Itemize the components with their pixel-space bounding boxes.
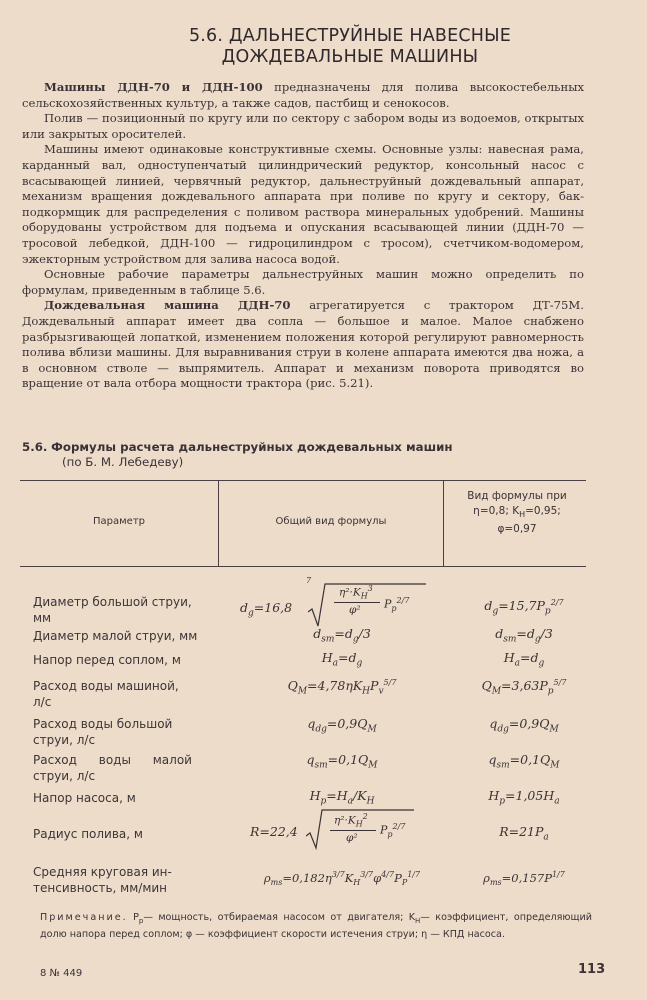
general-formula: $q_{sm}=0,1Q_M$	[306, 752, 378, 771]
specific-formula: $\rho_{ms}=0,157P^{1/7}$	[483, 870, 565, 888]
specific-formula: $d_g=15,7P_p^{2/7}$	[484, 598, 564, 617]
section-heading-line1: 5.6. ДАЛЬНЕСТРУЙНЫЕ НАВЕСНЫЕ	[188, 26, 512, 46]
specific-formula: $q_{dg}=0,9Q_M$	[489, 716, 559, 735]
table-number: 5.6.	[22, 440, 48, 454]
general-formula: $H_p=H_a/K_H$	[309, 788, 375, 807]
fraction-line	[330, 830, 376, 831]
param-name: Расход воды большой струи, л/с	[33, 717, 173, 747]
param-name: Радиус полива, м	[33, 827, 143, 841]
specific-formula: $d_{sm}=d_g/3$	[495, 626, 553, 645]
table-header-rule	[20, 566, 586, 567]
specific-formula: $R=21P_a$	[499, 824, 549, 843]
table-note: Примечание. $P_p—$ мощность, отбираемая насосом от двигателя; $K_H—$ коэффициент, определяющий долю напора перед соплом; φ — коэффициент скорости истечения струи; η — КПД насоса.	[40, 912, 592, 940]
header-specific-formula: Вид формулы при η=0,8; $K_H=0,95$; φ=0,97	[467, 490, 567, 536]
specific-formula: $q_{sm}=0,1Q_M$	[488, 752, 560, 771]
table-subtitle: (по Б. М. Лебедеву)	[62, 455, 184, 469]
param-name: Напор насоса, м	[33, 791, 136, 805]
paragraph: Полив — позиционный по кругу или по сектору с забором воды из водоемов, открытых или закрытых оросителей.	[22, 111, 584, 141]
param-name: Расход воды малой струи, л/с	[33, 753, 192, 783]
paragraph: Основные рабочие параметры дальнеструйных машин можно определить по формулам, приведенным в таблице 5.6.	[22, 267, 584, 297]
general-formula: $Q_M=4,78\eta K_HP_v^{5/7}$	[287, 678, 397, 697]
table-title: Формулы расчета дальнеструйных дождевальных машин	[51, 440, 453, 454]
table-caption	[22, 440, 582, 470]
general-formula: $H_a=d_g$	[321, 650, 363, 669]
param-name: Напор перед соплом, м	[33, 653, 181, 667]
table-top-rule	[20, 480, 586, 481]
page-number: 113	[578, 962, 606, 977]
param-name: Диаметр малой струи, мм	[33, 629, 198, 643]
param-name: Диаметр большой струи, мм	[33, 595, 192, 625]
fraction-line	[334, 602, 380, 603]
paragraph: Машины ДДН-70 и ДДН-100 предназначены для полива высокостебельных сельскохозяйственных культур, а также садов, пастбищ и сенокосов.	[22, 80, 584, 110]
section-heading-line2: ДОЖДЕВАЛЬНЫЕ МАШИНЫ	[221, 47, 479, 67]
printer-signature: 8 № 449	[40, 968, 83, 979]
paragraph: Дождевальная машина ДДН-70 агрегатируется с трактором ДТ-75М. Дождевальный аппарат имеет два сопла — большое и малое. Малое снабжено разбрызгивающей лопаткой, изменением положения которой регулируют равномерность полива вблизи машины. Для выравнивания струи в колене аппарата имеются два ножа, а в основном стволе — выпрямитель. Аппарат и механизм поворота приводятся во вращение от вала отбора мощности трактора (рис. 5.21).	[22, 298, 584, 391]
general-formula: $q_{dg}=0,9Q_M$	[307, 716, 377, 735]
section-heading	[150, 26, 550, 68]
general-formula: R=22,4 $\eta^2\cdot K_H^2$ φ² $P_p^{2/7}$	[226, 812, 458, 854]
general-formula: $d_g=16,8$ 7 $\eta^2\cdot K_H^3$ φ² $P_p^{2/7}$	[226, 588, 458, 628]
param-name: Средняя круговая ин- тенсивность, мм/мин	[33, 865, 172, 895]
paragraph: Машины имеют одинаковые конструктивные схемы. Основные узлы: навесная рама, карданный вал, одноступенчатый цилиндрический редуктор, консольный насос с всасывающей линией, червячный редуктор, дальнеструйный дождевальный аппарат, механизм вращения дождевального аппарата при поливе по кругу и сектору, бак-подкормщик для распределения с поливом раствора минеральных удобрений. Машины оборудованы устройством для подъема и опускания всасывающей линии (ДДН-70 — тросовой лебедкой, ДДН-100 — гидроцилиндром с тросом), счетчиком-водомером, эжекторным устройством для залива насоса водой.	[22, 142, 584, 266]
specific-formula: $H_p=1,05H_a$	[488, 788, 560, 807]
param-name: Расход воды машиной, л/с	[33, 679, 179, 709]
general-formula: $d_{sm}=d_g/3$	[313, 626, 371, 645]
header-parameter: Параметр	[93, 516, 145, 527]
general-formula: $\rho_{ms}=0,182\eta^{3/7}K_H^{3/7}\varphi^{4/7}P_P^{1/7}$	[263, 870, 421, 888]
header-general-formula: Общий вид формулы	[275, 516, 387, 527]
specific-formula: $H_a=d_g$	[503, 650, 545, 669]
specific-formula: $Q_M=3,63P_p^{5/7}$	[481, 678, 567, 697]
body-text	[22, 80, 584, 392]
